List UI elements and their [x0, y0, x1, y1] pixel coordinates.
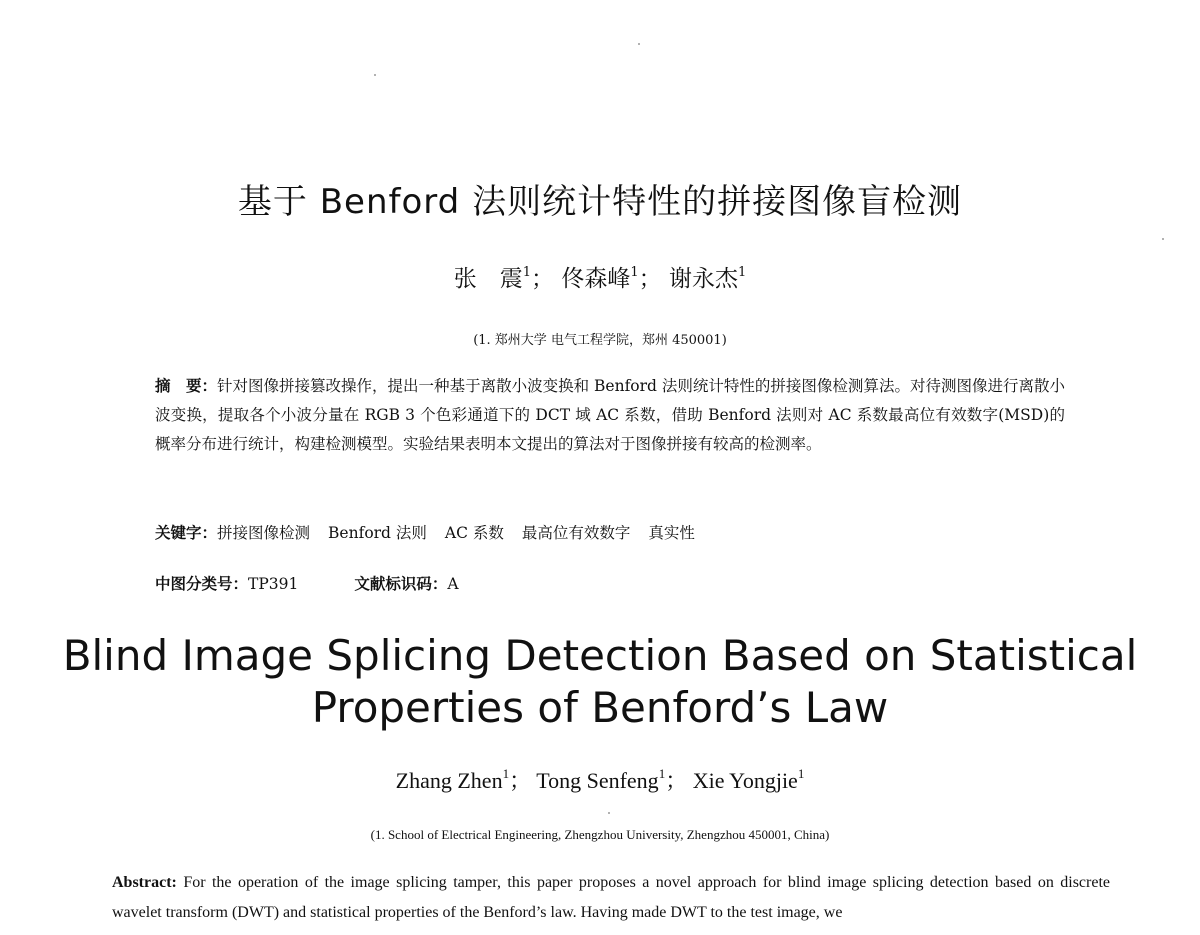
affiliation-marker: 1 — [737, 265, 747, 280]
author-separator: ； — [509, 768, 532, 793]
doc-code-value: A — [447, 575, 459, 593]
chinese-title: 基于 Benford 法则统计特性的拼接图像盲检测 — [237, 182, 963, 222]
abstract-label: Abstract: — [112, 874, 177, 891]
author-name: Tong Senfeng — [536, 768, 659, 793]
author-name: 谢永杰 — [668, 266, 738, 292]
chinese-keywords — [155, 521, 713, 543]
scan-speck — [1162, 238, 1164, 240]
chinese-author-list — [0, 260, 1200, 293]
affiliation-marker: 1 — [797, 766, 805, 781]
keyword: Benford 法则 — [328, 524, 427, 542]
keyword: 拼接图像检测 — [217, 524, 311, 542]
english-author-list — [0, 764, 1200, 795]
affiliation-marker: 1 — [522, 265, 532, 280]
author-name: Zhang Zhen — [395, 768, 503, 793]
abstract-text: For the operation of the image splicing tamper, this paper proposes a novel approach for blind image splicing detection based on discrete wavelet transform (DWT) and statistical properties of the Benford’s law. Having made DWT to the test image, we — [112, 874, 1111, 921]
affiliation-marker: 1 — [658, 766, 666, 781]
chinese-affiliation: (1. 郑州大学 电气工程学院，郑州 450001) — [473, 333, 727, 348]
scan-speck — [638, 43, 640, 45]
keyword: 最高位有效数字 — [521, 524, 631, 542]
author-name: 佟森峰 — [561, 266, 631, 292]
english-affiliation: (1. School of Electrical Engineering, Zhengzhou University, Zhengzhou 450001, China) — [370, 827, 830, 842]
affiliation-marker: 1 — [502, 766, 510, 781]
abstract-label: 摘 要： — [155, 376, 218, 395]
keywords-label: 关键字： — [155, 523, 218, 542]
scan-speck — [374, 74, 376, 76]
abstract-text: 针对图像拼接篡改操作，提出一种基于离散小波变换和 Benford 法则统计特性的拼接图像检测算法。对待测图像进行离散小波变换，提取各个小波分量在 RGB 3 个色彩通道下的 DCT 域 AC 系数，借助 Benford 法则对 AC 系数最高位有效数字(MSD)的概率分布进行统计，构建检测模型。实验结果表明本文提出的算法对于图像拼接有较高的检测率。 — [155, 377, 1065, 453]
author-separator: ； — [531, 266, 555, 292]
chinese-abstract — [155, 371, 1065, 459]
author-name: 张 震 — [453, 266, 523, 292]
classification-line — [155, 572, 459, 594]
author-name: Xie Yongjie — [692, 768, 798, 793]
keyword: AC 系数 — [444, 524, 504, 542]
scan-speck — [608, 812, 610, 814]
author-separator: ； — [665, 768, 688, 793]
english-abstract — [112, 868, 1110, 928]
doc-code-label: 文献标识码： — [354, 574, 448, 593]
affiliation-marker: 1 — [630, 265, 639, 280]
keyword: 真实性 — [648, 524, 695, 542]
clc-label: 中图分类号： — [155, 574, 249, 593]
english-title: Blind Image Splicing Detection Based on Statistical Properties of Benford’s Law — [62, 631, 1138, 732]
author-separator: ； — [638, 266, 662, 292]
clc-value: TP391 — [248, 575, 299, 593]
